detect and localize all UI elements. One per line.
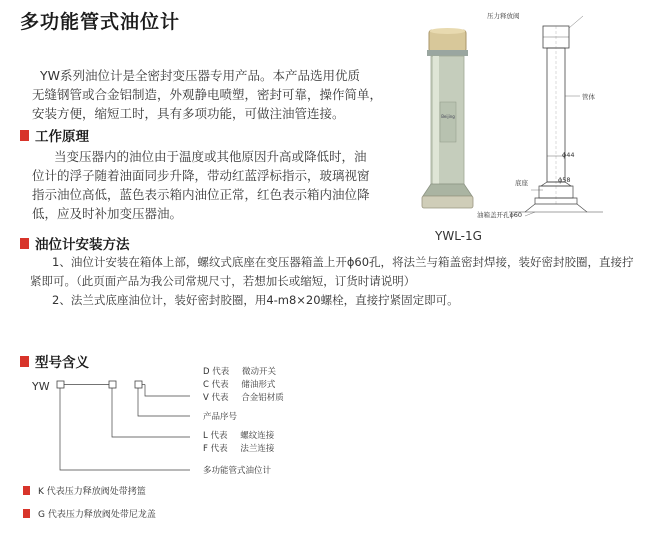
dimension-diagram: [505, 6, 645, 226]
intro-line: 无缝钢管或合金铝制造，外观静电喷塑，密封可靠，操作简单，: [32, 87, 383, 102]
section-marker: [20, 130, 29, 141]
note-g: [23, 507, 156, 520]
section-marker: [20, 238, 29, 249]
model-heading-text: 型号含义: [35, 355, 89, 371]
photo-caption: YWL-1G: [435, 229, 482, 243]
model-connection-group: [203, 430, 274, 456]
principle-line: 低，应及时补加变压器油。: [32, 206, 183, 221]
principle-line: 当变压器内的油位由于温度或其他原因升高或降低时，油: [54, 149, 367, 164]
diagram-label-hole: 油箱盖开孔ϕ60: [477, 211, 523, 219]
note-k: [23, 484, 146, 497]
model-prefix: YW: [32, 380, 50, 393]
photo-label: Beijing: [441, 114, 455, 119]
model-code-row: V 代表 合金铝材质: [203, 393, 284, 403]
principle-line: 位计的浮子随着油面同步升降，带动红蓝浮标指示，玻璃视窗: [32, 168, 370, 183]
model-serial: 产品序号: [203, 412, 238, 422]
note-marker: [23, 486, 30, 495]
intro-line: YW系列油位计是全密封变压器专用产品。本产品选用优质: [40, 68, 360, 83]
diagram-label-phi58: ϕ58: [558, 176, 571, 184]
section-marker: [20, 356, 29, 367]
model-full-name: 多功能管式油位计: [203, 466, 272, 476]
install-paragraph: [30, 253, 658, 310]
install-line: 紧即可。（此页面产品为我公司常规尺寸，若想加长或缩短，订货时请说明）: [30, 274, 416, 288]
principle-heading-text: 工作原理: [35, 129, 89, 145]
diagram-label-phi44: ϕ44: [562, 151, 575, 159]
install-line: 2、法兰式底座油位计，装好密封胶圈，用4-m8×20螺栓，直接拧紧固定即可。: [52, 293, 459, 307]
note-k-text: K 代表压力释放阀处带拷篮: [38, 487, 146, 497]
model-code-row: C 代表 储油形式: [203, 380, 276, 390]
diagram-label-valve: 压力释放阀: [487, 12, 520, 20]
model-code-row: D 代表 微动开关: [203, 367, 277, 377]
intro-line: 安装方便，缩短工时，具有多项功能，可做注油管连接。: [32, 106, 345, 121]
principle-heading: [20, 125, 89, 145]
product-photo: [418, 30, 498, 220]
principle-paragraph: [32, 147, 402, 223]
model-code-row: F 代表 法兰连接: [203, 444, 275, 454]
intro-paragraph: [32, 66, 400, 123]
model-bracket-diagram: [30, 375, 330, 475]
model-heading: [20, 351, 89, 371]
model-code-row: L 代表 螺纹连接: [203, 431, 275, 441]
note-g-text: G 代表压力释放阀处带尼龙盖: [38, 510, 156, 520]
diagram-label-body: 管体: [582, 93, 595, 101]
note-marker: [23, 509, 30, 518]
install-heading-text: 油位计安装方法: [35, 237, 130, 253]
diagram-label-base: 底座: [515, 179, 528, 187]
model-code-group: [203, 366, 284, 405]
page-title: 多功能管式油位计: [20, 11, 181, 33]
install-line: 1、油位计安装在箱体上部，螺纹式底座在变压器箱盖上开ϕ60孔，将法兰与箱盖密封焊接，装好密封胶圈，直接拧: [52, 255, 634, 269]
install-heading: [20, 233, 130, 253]
principle-line: 指示油位高低，蓝色表示箱内油位正常，红色表示箱内油位降: [32, 187, 370, 202]
